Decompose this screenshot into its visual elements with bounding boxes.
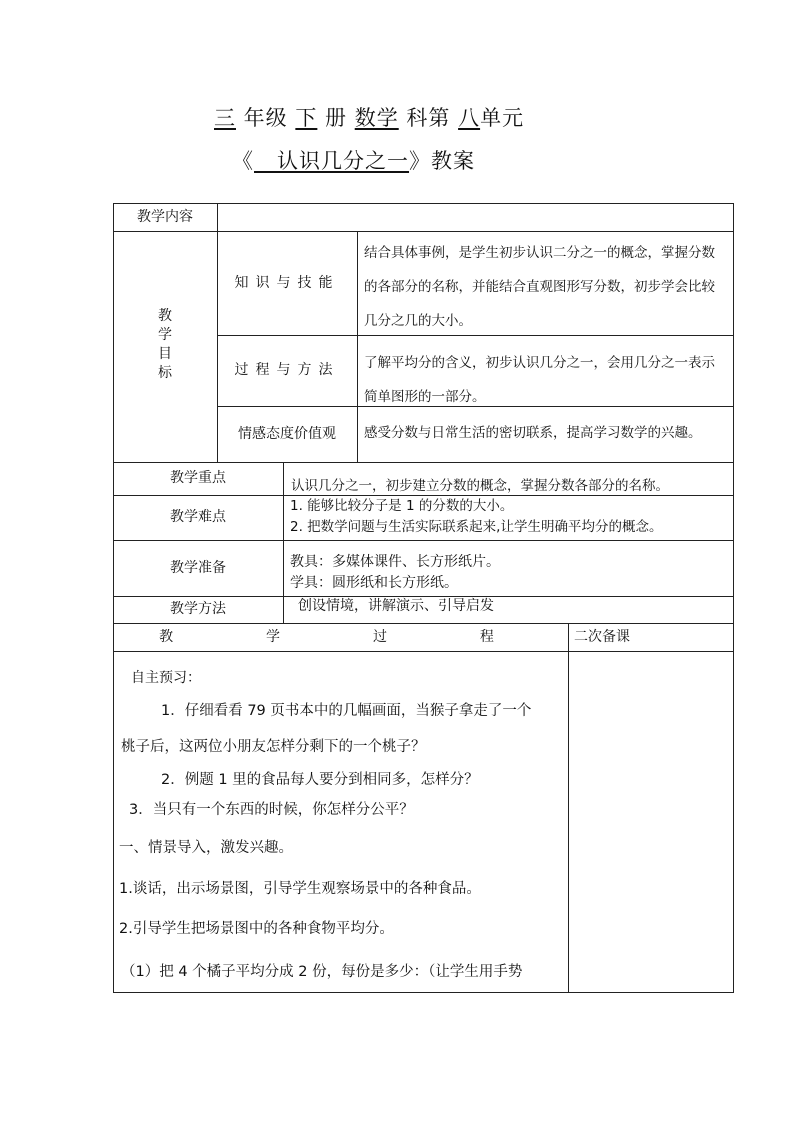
title-text: 《 <box>232 149 254 173</box>
goal-process-label: 过程与方法 <box>234 362 340 378</box>
prep-label: 教学准备 <box>170 560 226 576</box>
process-line: 1．仔细看看 79 页书本中的几幅画面，当猴子拿走了一个 <box>161 703 532 719</box>
lesson-name-field: 认识几分之一 <box>254 149 410 173</box>
process-line: 3．当只有一个东西的时候，你怎样分公平？ <box>129 802 414 818</box>
goal-emotion-label: 情感态度价值观 <box>238 426 336 442</box>
process-line: 桃子后，这两位小朋友怎样分剩下的一个桃子？ <box>121 739 426 755</box>
key-label: 教学重点 <box>170 470 226 486</box>
title-text: 单元 <box>480 106 525 130</box>
lesson-title-line2 <box>232 145 475 175</box>
unit-field: 八 <box>458 106 481 130</box>
goals-label: 教 学 目 标 <box>158 308 172 381</box>
difficulty-label: 教学难点 <box>170 509 226 525</box>
grade-field: 三 <box>214 106 236 130</box>
title-text: 科第 <box>398 106 459 130</box>
process-line: 2．例题 1 里的食品每人要分到相同多，怎样分？ <box>161 772 479 788</box>
second-prep-label: 二次备课 <box>574 629 630 645</box>
process-line: 自主预习： <box>131 670 201 686</box>
title-text: 》教案 <box>409 149 476 173</box>
method-text: 创设情境，讲解演示、引导启发 <box>298 598 494 614</box>
goal-emotion-text: 感受分数与日常生活的密切联系，提高学习数学的兴趣。 <box>364 425 702 441</box>
goal-knowledge-label: 知识与技能 <box>234 275 340 291</box>
content-label: 教学内容 <box>137 209 193 225</box>
process-line: 2.引导学生把场景图中的各种食物平均分。 <box>119 921 394 937</box>
volume-field: 下 <box>295 106 318 130</box>
lesson-title-line1 <box>214 102 524 132</box>
goal-process-text: 了解平均分的含义，初步认识几分之一，会用几分之一表示简单图形的一部分。 <box>364 355 715 405</box>
title-text: 年级 <box>236 106 296 130</box>
process-line: 1.谈话，出示场景图，引导学生观察场景中的各种食品。 <box>119 881 481 897</box>
title-text: 册 <box>317 106 355 130</box>
method-label: 教学方法 <box>170 601 226 617</box>
subject-field: 数学 <box>354 106 399 130</box>
goal-knowledge-text: 结合具体事例，是学生初步认识二分之一的概念，掌握分数的各部分的名称，并能结合直观图形写分数，初步学会比较几分之几的大小。 <box>364 245 715 329</box>
prep-item: 教具：多媒体课件、长方形纸片。 <box>290 554 500 570</box>
process-label: 教 学 过 程 <box>159 629 522 645</box>
prep-item: 学具：圆形纸和长方形纸。 <box>290 575 458 591</box>
process-line: （1）把 4 个橘子平均分成 2 份，每份是多少：（让学生用手势 <box>121 964 523 980</box>
process-line: 一、情景导入，激发兴趣。 <box>119 840 293 856</box>
difficulty-item: 1. 能够比较分子是 1 的分数的大小。 <box>290 498 514 514</box>
key-text: 认识几分之一，初步建立分数的概念，掌握分数各部分的名称。 <box>291 478 669 494</box>
difficulty-item: 2. 把数学问题与生活实际联系起来,让学生明确平均分的概念。 <box>290 519 663 535</box>
